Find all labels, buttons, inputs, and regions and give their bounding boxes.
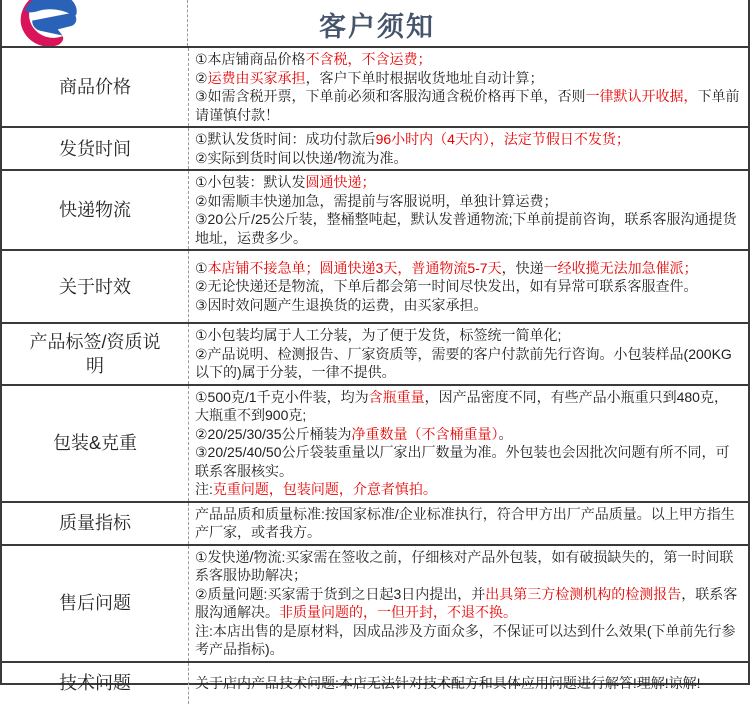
content-line: ②产品说明、检测报告、厂家资质等，需要的客户付款前先行咨询。小包装样品(200KG以下的)属于分装，一律不提供。	[195, 345, 732, 380]
content-line: ②实际到货时间以快递/物流为准。	[195, 149, 408, 166]
brand-g-swirl-icon	[14, 0, 88, 48]
table-row	[2, 48, 748, 128]
content-line: ①小包装：默认发圆通快递；	[195, 174, 376, 190]
row-label-cell	[2, 663, 188, 704]
row-label: 包装&克重	[52, 433, 137, 453]
row-label-cell	[2, 324, 188, 384]
row-content	[188, 251, 748, 322]
row-label-cell	[2, 171, 188, 249]
row-content	[188, 386, 748, 501]
content-line: ①500克/1千克小件装，均为含瓶重量，因产品密度不同，有些产品小瓶重只到480克，大瓶重不到900克;	[195, 388, 728, 423]
row-content	[188, 663, 748, 704]
table-row	[2, 324, 748, 386]
page-title: 客户须知	[319, 11, 435, 42]
row-label: 发货时间	[59, 138, 131, 159]
content-line: ③因时效问题产生退换货的运费，由买家承担。	[195, 296, 488, 313]
row-label: 售后问题	[59, 593, 131, 613]
content-line: ①本店铺商品价格不含税，不含运费；	[195, 51, 432, 67]
content-line: ③20公斤/25公斤装，整桶整吨起，默认发普通物流;下单前提前咨询，联系客服沟通提货地址，运费多少。	[195, 211, 737, 246]
content-line: 注:本店出售的是原材料，因成品涉及方面众多，不保证可以达到什么效果(下单前先行参考产品指标)。	[195, 622, 736, 657]
content-line: 产品品质和质量标准:按国家标准/企业标准执行，符合甲方出厂产品质量。以上甲方指生产厂家，或者我方。	[195, 505, 735, 540]
row-content	[188, 128, 748, 169]
row-content	[188, 546, 748, 661]
title-cell	[188, 0, 748, 46]
content-line: 注:克重问题，包装问题，介意者慎拍。	[195, 481, 437, 497]
table-row	[2, 546, 748, 663]
row-label: 质量指标	[59, 513, 131, 533]
content-line: ③20/25/40/50公斤袋装重量以厂家出厂数量为准。外包装也会因批次问题有所不同，可联系客服核实。	[195, 444, 730, 479]
row-content	[188, 503, 748, 544]
row-label: 关于时效	[59, 276, 131, 297]
row-label-cell	[2, 128, 188, 169]
table-row	[2, 503, 748, 546]
content-line: ②质量问题:买家需于货到之日起3日内提出，并出具第三方检测机构的检测报告，联系客服沟通解决。非质量问题的，一但开封，不退不换。	[195, 585, 738, 620]
notice-table-body	[2, 48, 748, 704]
row-content	[188, 324, 748, 384]
logo-cell	[2, 0, 188, 46]
content-line: ①本店铺不接急单；圆通快递3天，普通物流5-7天，快递一经收揽无法加急催派；	[195, 259, 698, 276]
row-label-cell	[2, 48, 188, 126]
row-label-cell	[2, 546, 188, 661]
row-content	[188, 171, 748, 249]
content-line: ②如需顺丰快递加急，需提前与客服说明，单独计算运费；	[195, 192, 558, 209]
table-row	[2, 663, 748, 704]
content-line: ②20/25/30/35公斤桶装为净重数量（不含桶重量）。	[195, 425, 513, 442]
content-line: ①发快递/物流:买家需在签收之前，仔细核对产品外包装，如有破损缺失的，第一时间联系客服协助解决；	[195, 548, 734, 583]
table-row	[2, 128, 748, 171]
table-row	[2, 386, 748, 503]
content-line: ③如需含税开票，下单前必须和客服沟通含税价格再下单，否则一律默认开收据，下单前请谨慎付款！	[195, 88, 740, 123]
row-content	[188, 48, 748, 126]
table-row	[2, 251, 748, 324]
content-line: 关于店内产品技术问题:本店无法针对技术配方和具体应用问题进行解答!理解!谅解!	[195, 674, 701, 691]
table-row	[2, 171, 748, 251]
row-label: 产品标签/资质说明	[29, 331, 161, 376]
header	[2, 0, 748, 48]
row-label-cell	[2, 386, 188, 501]
content-line: ②运费由买家承担，客户下单时根据收货地址自动计算；	[195, 69, 544, 86]
row-label: 商品价格	[59, 77, 131, 97]
content-line: ①默认发货时间：成功付款后96小时内（4天内），法定节假日不发货；	[195, 131, 630, 147]
row-label: 快递物流	[59, 200, 131, 220]
content-line: ②无论快递还是物流，下单后都会第一时间尽快发出，如有异常可联系客服查件。	[195, 278, 698, 295]
row-label: 技术问题	[59, 673, 131, 693]
row-label-cell	[2, 503, 188, 544]
content-line: ①小包装均属于人工分装，为了便于发货，标签统一简单化;	[195, 327, 562, 343]
row-label-cell	[2, 251, 188, 322]
